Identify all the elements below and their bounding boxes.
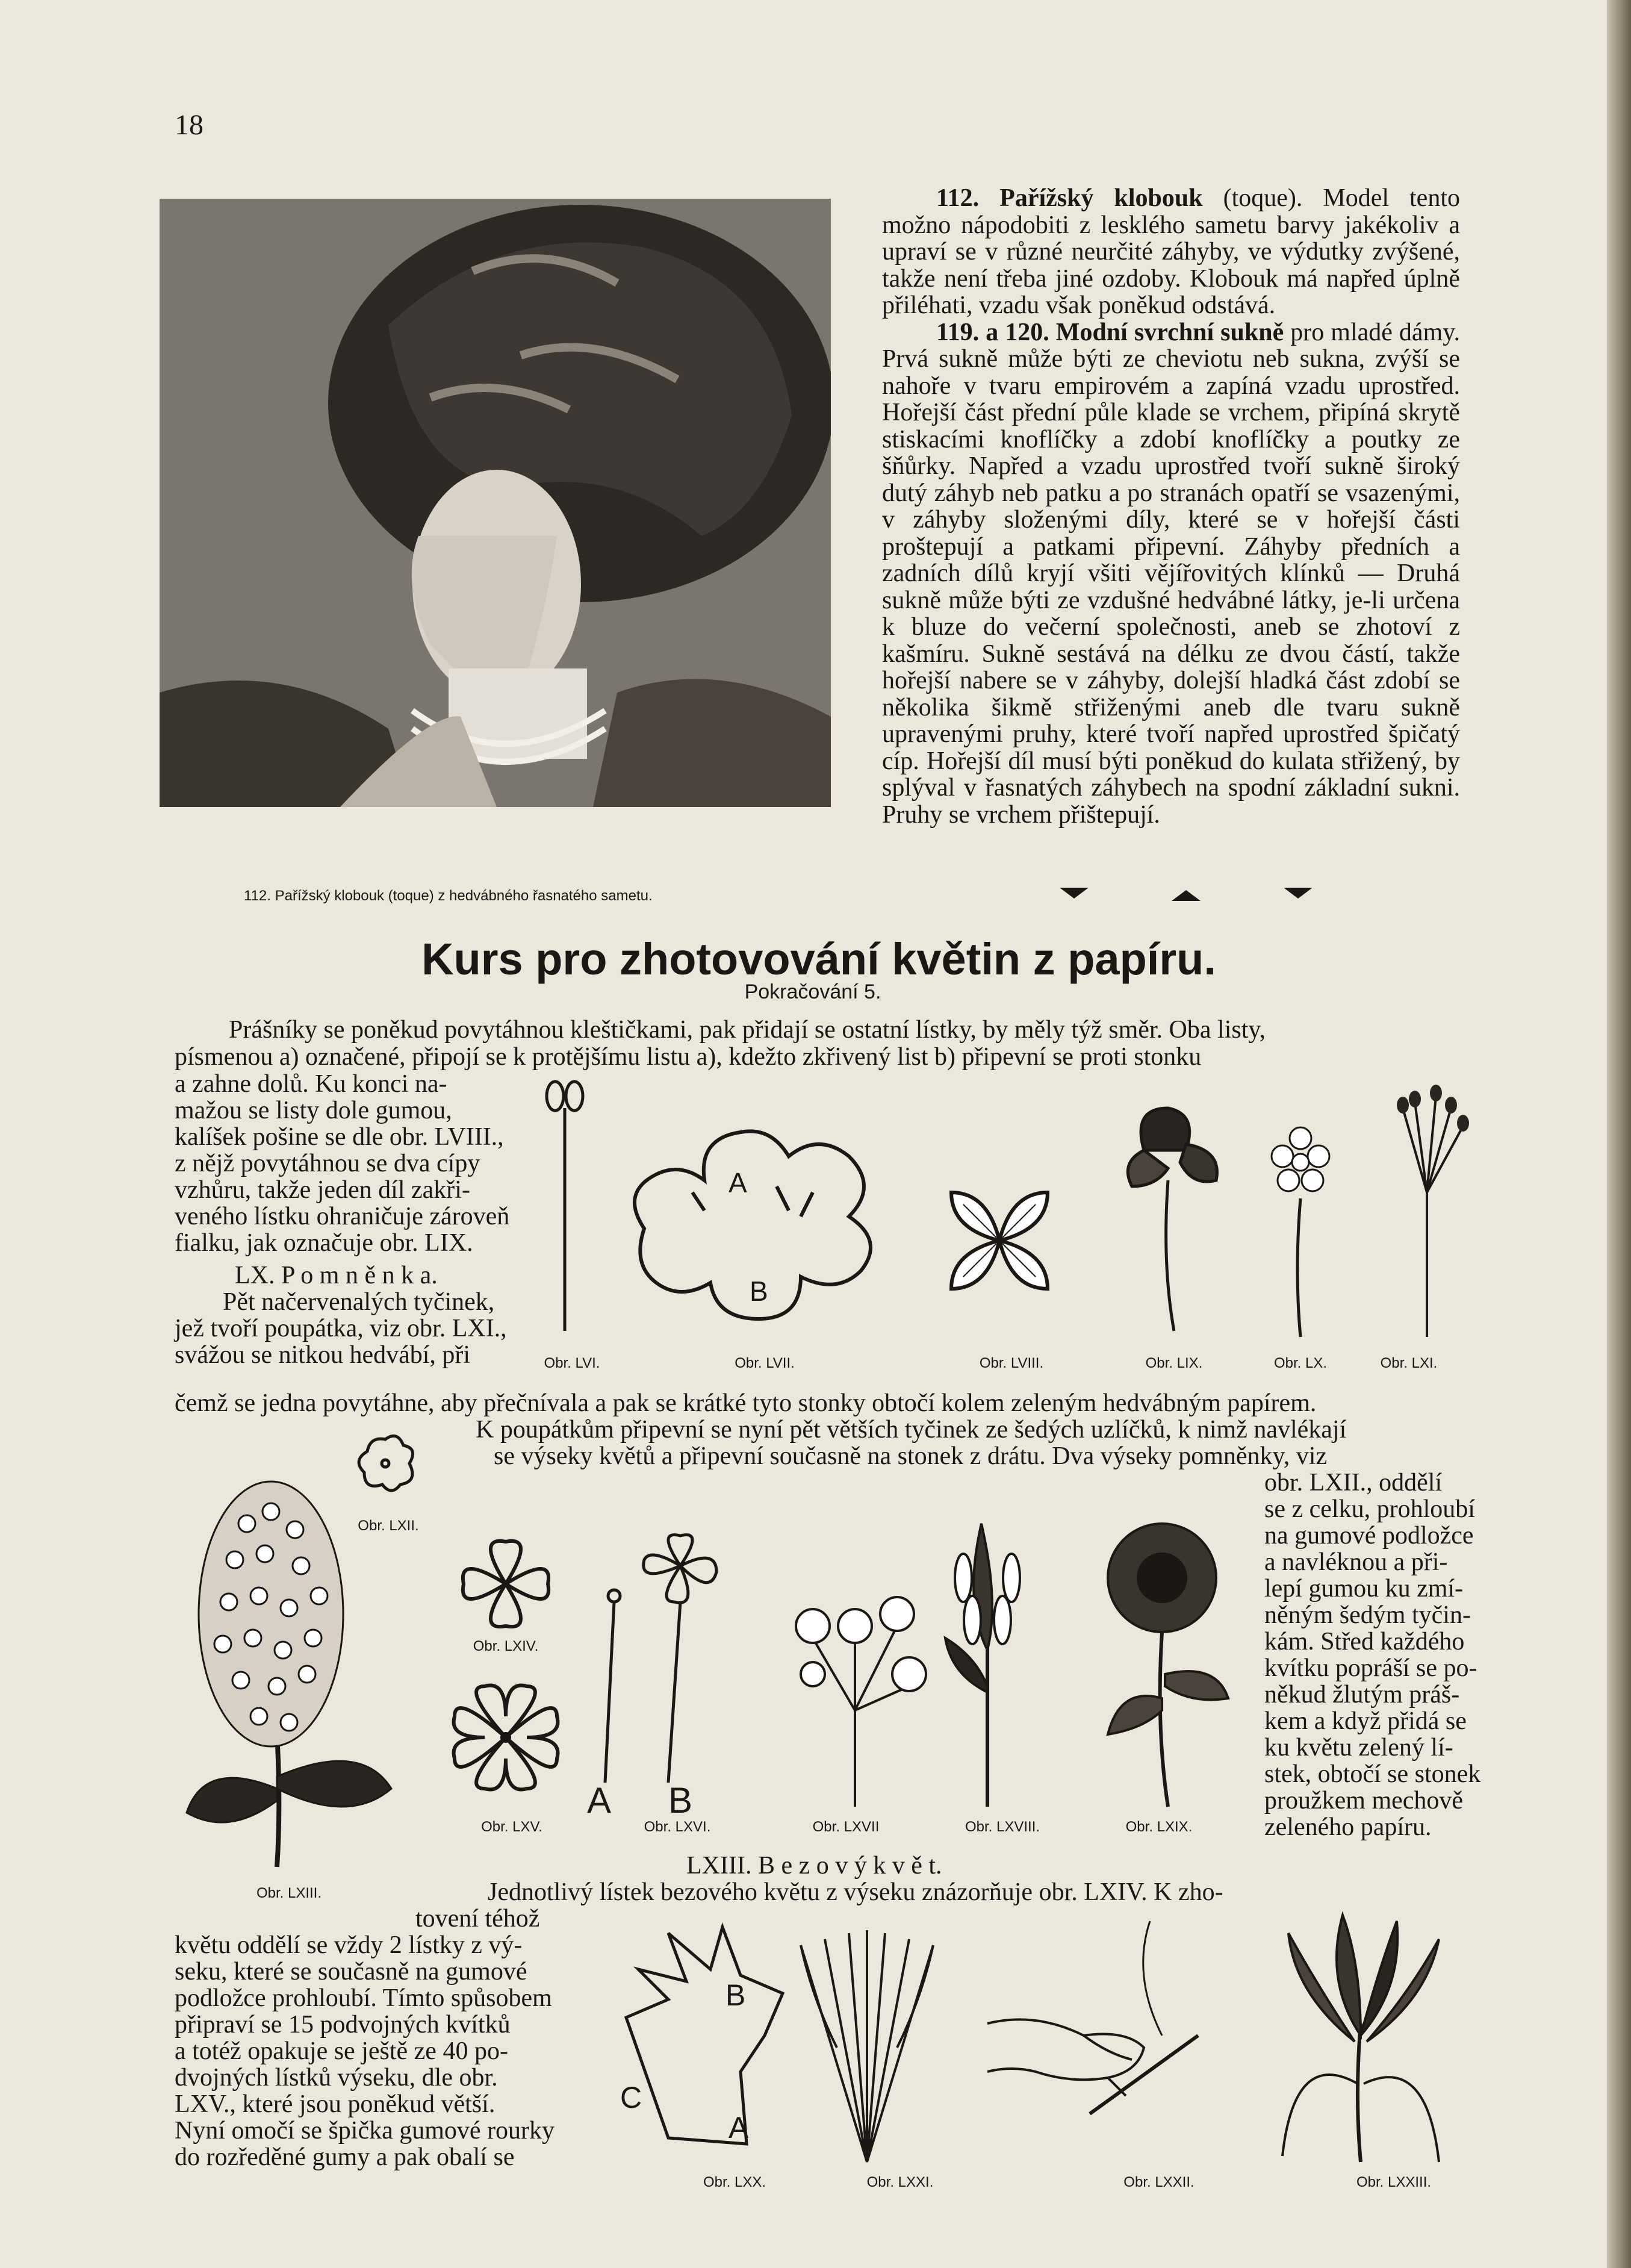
label-lxxii: Obr. LXXII. — [1123, 2174, 1195, 2190]
right-line: kvítku popráší se po- — [1264, 1654, 1477, 1682]
figure-lxvi-letter-a: A — [587, 1780, 612, 1819]
label-lxviii: Obr. LXVIII. — [965, 1819, 1040, 1835]
figure-lxvi-assembly — [578, 1530, 722, 1819]
right-line: něným šedým tyčin- — [1264, 1601, 1471, 1629]
left-line: a zahne dolů. Ku konci na- — [175, 1070, 447, 1098]
figure-lxxiii-crocus — [1258, 1903, 1463, 2168]
right-line: a navléknou a při- — [1264, 1548, 1448, 1576]
hat-photograph — [160, 199, 831, 807]
bez-line: do rozředěné gumy a pak obalí se — [175, 2143, 515, 2171]
figure-lxvi-letter-b: B — [668, 1780, 693, 1819]
figure-lxxii-hand-rolling — [987, 1915, 1210, 2138]
label-lxxi: Obr. LXXI. — [866, 2174, 934, 2190]
left-block — [175, 1071, 536, 1368]
label-lxix: Obr. LXIX. — [1125, 1819, 1193, 1835]
bez-line: Nyní omočí se špička gumové rourky — [175, 2117, 555, 2145]
figure-lvii-petal-cutout — [620, 1120, 885, 1325]
figure-lviii-calyx — [939, 1180, 1060, 1301]
right-line: stek, obtočí se stonek — [1264, 1760, 1481, 1788]
figure-lxiii-lilac — [181, 1475, 397, 1873]
figure-lxv-blossom-cut — [449, 1680, 563, 1795]
bez-line: a totéž opakuje se ještě ze 40 po- — [175, 2037, 508, 2065]
label-lxi: Obr. LXI. — [1380, 1355, 1438, 1371]
label-lxvi: Obr. LXVI. — [644, 1819, 711, 1835]
right-line: ku květu zelený lí- — [1264, 1734, 1453, 1762]
bez-title: LXIII. B e z o v ý k v ě t. — [686, 1852, 942, 1880]
paragraph-line-c: se výseky květů a připevní současně na stonek z drátu. Dva výseky pomněnky, viz — [494, 1442, 1328, 1470]
figure-lvii-letter-a: A — [729, 1167, 747, 1198]
article-119-title: Modní svrchní sukně — [1055, 318, 1284, 346]
bez-line: květu oddělí se vždy 2 lístky z vý- — [175, 1931, 523, 1959]
intro-line-1: Prášníky se poněkud povytáhnou kleštičkami, pak přidají se ostatní lístky, by měly týž směr. Oba listy, — [229, 1016, 1266, 1044]
figure-lxx-letter-b: B — [725, 1978, 746, 2012]
pomnenka-line: svážou se nitkou hedvábí, při — [175, 1341, 471, 1369]
bez-line: tovení téhož — [415, 1905, 540, 1933]
figure-lx-forget-me-not — [1252, 1114, 1349, 1343]
pomnenka-line: Pět načervenalých tyčinek, — [223, 1288, 495, 1316]
label-lviii: Obr. LVIII. — [979, 1355, 1044, 1371]
paragraph-line-b: K poupátkům připevní se nyní pět větších tyčinek ze šedých uzlíčků, k nimž navlékají — [476, 1416, 1347, 1444]
figure-lxx-letter-a: A — [729, 2111, 749, 2145]
bez-line: podložce prohloubí. Tímto spůsobem — [175, 1984, 552, 2012]
label-lvi: Obr. LVI. — [544, 1355, 600, 1371]
figure-lxvii-forget-me-not — [777, 1590, 933, 1813]
right-line: někud žlutým práš- — [1264, 1681, 1460, 1709]
figure-lxxi-fan — [789, 1927, 945, 2168]
figure-lxiv-blossom-cut — [458, 1536, 554, 1632]
bez-line-1: Jednotlivý lístek bezového květu z výseku znázorňuje obr. LXIV. K zho- — [488, 1878, 1223, 1906]
bez-line: seku, které se současně na gumové — [175, 1958, 527, 1986]
article-column — [882, 185, 1460, 828]
left-line: vzhůru, takže jeden díl zakři- — [175, 1176, 470, 1204]
figure-lix-violet — [1108, 1096, 1228, 1337]
left-line: z nějž povytáhnou se dva cípy — [175, 1150, 480, 1177]
bez-block — [175, 1905, 590, 2170]
paragraph-line-a: čemž se jedna povytáhne, aby přečnívala a pak se krátké tyto stonky obtočí kolem zeleným hedvábným papírem. — [175, 1389, 1317, 1417]
label-lvii: Obr. LVII. — [735, 1355, 795, 1371]
section-heading: Kurs pro zhotovování květin z papíru. — [421, 934, 1216, 984]
figure-lxi-buds — [1379, 1072, 1475, 1343]
label-lx: Obr. LX. — [1273, 1355, 1328, 1371]
right-block — [1264, 1469, 1505, 1840]
figure-lxx-leaf-cut — [602, 1915, 795, 2156]
right-line: na gumové podložce — [1264, 1522, 1474, 1550]
article-119-text: pro mladé dámy. Prvá sukně může býti ze cheviotu neb sukna, zvýší se nahoře v tvaru empirovém a zapíná vzadu uprostřed. Hořejší část přední půle klade se vrchem, připíná skrytě stiskacími knoflíčky a zdobí knoflíčky a poutky ze šňůrky. Napřed a vzadu uprostřed tvoří sukně široký dutý záhyb neb patku a po stranách opatří se vsazenými, v záhyby složenými díly, které se v hořejší části proštepují a patkami připevní. Záhyby předních a zadních dílů kryjí všiti vějířovitých klínků — Druhá sukně může býti ze vzdušné hedvábné látky, je-li určena k bluze do večerní společnosti, aneb se zhotoví z kašmíru. Sukně sestává na délku ze dvou částí, takže hořejší nabere se v záhyby, dolejší hladká část zdobí se několika šikmě střiženými aneb dle tvaru sukně upravenými pruhy, které tvoří napřed uprostřed špičatý cíp. Hořejší díl musí býti poněkud do kulata střižený, by splýval v řasnatých záhybech na spodní základní sukni. Pruhy se vrchem přištepují. — [882, 318, 1461, 829]
figure-lxx-letter-c: C — [620, 2081, 642, 2114]
right-line: zeleného papíru. — [1264, 1813, 1432, 1841]
section-subheading: Pokračování 5. — [744, 980, 881, 1003]
label-lix: Obr. LIX. — [1145, 1355, 1203, 1371]
article-112-title: 112. Pařížský klobouk — [936, 184, 1203, 212]
bez-line: dvojných lístků výseku, dle obr. — [175, 2064, 498, 2092]
right-line: lepí gumou ku zmí- — [1264, 1575, 1464, 1603]
article-119-number: 119. a 120. — [936, 318, 1049, 346]
right-line: kem a když přidá se — [1264, 1707, 1467, 1735]
figure-lxviii-bud-stem — [927, 1494, 1048, 1813]
page-number: 18 — [175, 109, 203, 141]
label-lxx: Obr. LXX. — [703, 2174, 766, 2190]
article-112-text: (toque). Model tento možno nápodobiti z lesklého sametu barvy jakékoliv a upraví se v různé neurčité záhyby, ve výdutky zvýšené, takže není třeba jiné ozdoby. Klobouk má napřed úplně přiléhati, vzadu však poněkud odstává. — [882, 184, 1460, 319]
label-lxii: Obr. LXII. — [358, 1518, 419, 1534]
intro-line-2: písmenou a) označené, připojí se k protějšímu listu a), kdežto zkřivený list b) připevní se proti stonku — [175, 1043, 1202, 1071]
pomnenka-title: LX. P o m n ě n k a. — [235, 1262, 438, 1289]
label-lxv: Obr. LXV. — [481, 1819, 542, 1835]
left-line: kalíšek pošine se dle obr. LVIII., — [175, 1123, 504, 1151]
right-line: se z celku, prohloubí — [1264, 1495, 1475, 1523]
right-line: kám. Střed každého — [1264, 1628, 1465, 1656]
page-edge — [1607, 0, 1631, 2268]
label-lxiv: Obr. LXIV. — [473, 1638, 539, 1654]
label-lxiii: Obr. LXIII. — [256, 1885, 322, 1901]
left-line: mažou se listy dole gumou, — [175, 1097, 452, 1124]
left-line: veného lístku ohraničuje zároveň — [175, 1203, 510, 1230]
figure-lvii-letter-b: B — [750, 1276, 768, 1307]
bez-line: připraví se 15 podvojných kvítků — [175, 2011, 511, 2039]
ornament-divider — [1060, 885, 1313, 903]
figure-lxix-cornflower — [1084, 1518, 1240, 1813]
left-line: fialku, jak označuje obr. LIX. — [175, 1229, 473, 1257]
right-line: obr. LXII., oddělí — [1264, 1469, 1443, 1497]
label-lxvii: Obr. LXVII — [812, 1819, 880, 1835]
pomnenka-line: jež tvoří poupátka, viz obr. LXI., — [175, 1315, 507, 1342]
right-line: proužkem mechově — [1264, 1787, 1464, 1815]
photo-caption: 112. Pařížský klobouk (toque) z hedvábného řasnatého sametu. — [244, 888, 653, 904]
label-lxxiii: Obr. LXXIII. — [1356, 2174, 1432, 2190]
bez-line: LXV., které jsou poněkud větší. — [175, 2090, 496, 2118]
figure-lvi-wire — [542, 1078, 590, 1337]
